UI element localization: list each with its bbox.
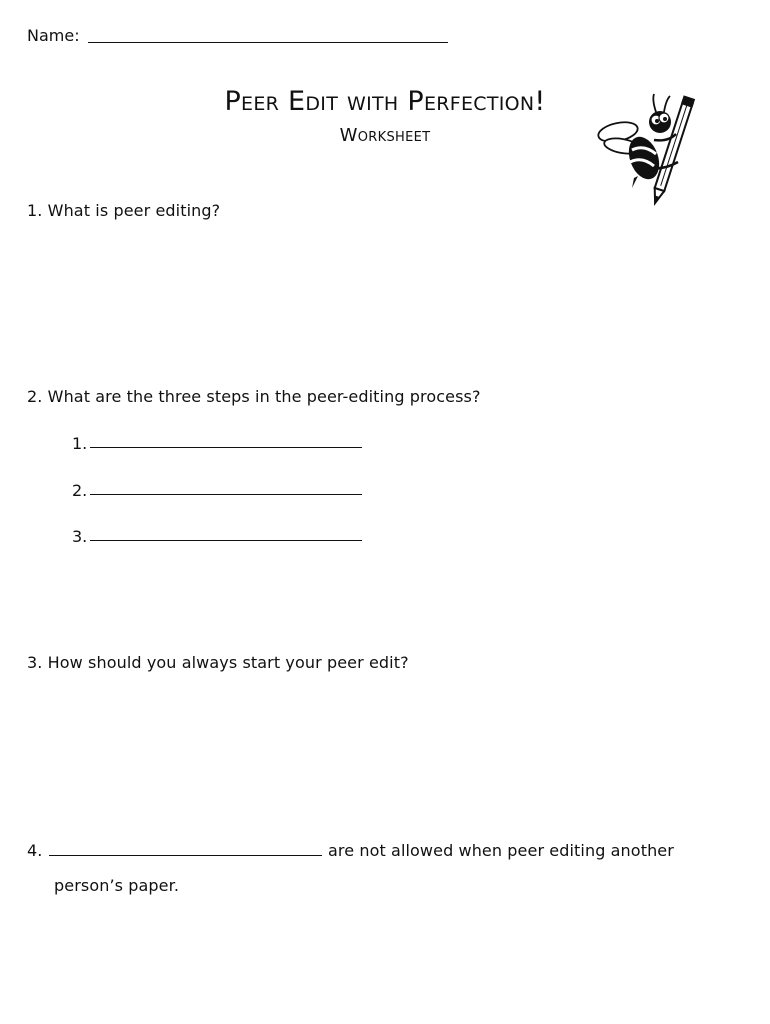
page-subtitle: Worksheet: [339, 125, 431, 146]
question-3: 3. How should you always start your peer edit?: [27, 653, 409, 672]
question-1: 1. What is peer editing?: [27, 201, 221, 220]
question-4-text: are not allowed when peer editing another: [328, 841, 674, 860]
step-2-answer-line[interactable]: [90, 494, 362, 495]
page-title: Peer Edit with Perfection!: [224, 86, 546, 117]
question-4-blank[interactable]: [49, 855, 322, 856]
step-1-number: 1.: [72, 434, 88, 453]
question-4-number: 4.: [27, 841, 43, 860]
step-3-number: 3.: [72, 527, 88, 546]
step-1-answer-line[interactable]: [90, 447, 362, 448]
name-label: Name:: [27, 26, 80, 45]
step-2-number: 2.: [72, 481, 88, 500]
step-3-answer-line[interactable]: [90, 540, 362, 541]
question-4-continuation: person’s paper.: [54, 876, 180, 895]
bee-with-pencil-icon: [594, 88, 712, 212]
question-2: 2. What are the three steps in the peer-editing process?: [27, 387, 481, 406]
name-field[interactable]: [88, 42, 448, 43]
